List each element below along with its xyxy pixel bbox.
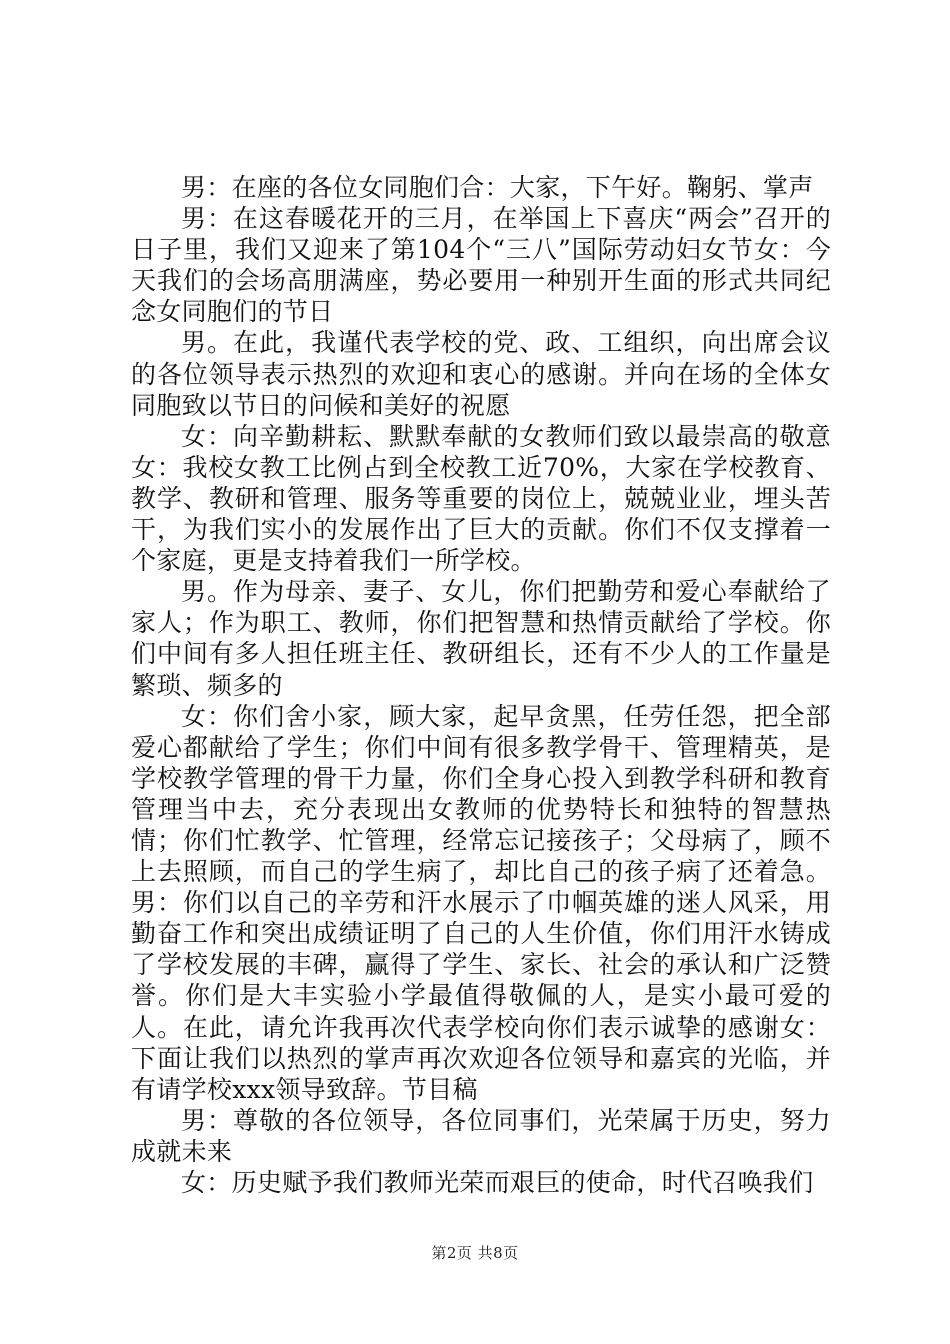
paragraph-1: 男：在座的各位女同胞们合：大家，下午好。鞠躬、掌声 <box>181 173 814 202</box>
paragraph-8: 女：历史赋予我们教师光荣而艰巨的使命，时代召唤我们 <box>181 1168 814 1197</box>
paragraph-4: 女：向辛勤耕耘、默默奉献的女教师们致以最崇高的敬意女：我校女教工比例占到全校教工近70%，大家在学校教育、教学、教研和管理、服务等重要的岗位上，兢兢业业，埋头苦干，为我们实小的发展作出了巨大的贡献。你们不仅支撑着一个家庭，更是支持着我们一所学校。 <box>131 421 831 576</box>
paragraph-3: 男。在此，我谨代表学校的党、政、工组织，向出席会议的各位领导表示热烈的欢迎和衷心的感谢。并向在场的全体女同胞致以节日的问候和美好的祝愿 <box>131 328 831 420</box>
paragraph-2: 男：在这春暖花开的三月，在举国上下喜庆“两会”召开的日子里，我们又迎来了第104个“三八”国际劳动妇女节女：今天我们的会场高朋满座，势必要用一种别开生面的形式共同纪念女同胞们的节日 <box>131 204 831 327</box>
paragraph-7: 男：尊敬的各位领导，各位同事们，光荣属于历史，努力成就未来 <box>131 1105 831 1166</box>
paragraph-5: 男。作为母亲、妻子、女儿，你们把勤劳和爱心奉献给了家人；作为职工、教师，你们把智慧和热情贡献给了学校。你们中间有多人担任班主任、教研组长，还有不少人的工作量是繁琐、频多的 <box>131 577 831 700</box>
document-body <box>131 172 831 1198</box>
page-footer: 第2页 共8页 <box>431 1244 519 1262</box>
paragraph-6: 女：你们舍小家，顾大家，起早贪黑，任劳任怨，把全部爱心都献给了学生；你们中间有很多教学骨干、管理精英，是学校教学管理的骨干力量，你们全身心投入到教学科研和教育管理当中去，充分表现出女教师的优势特长和独特的智慧热情；你们忙教学、忙管理，经常忘记接孩子；父母病了，顾不上去照顾，而自己的学生病了，却比自己的孩子病了还着急。男：你们以自己的辛劳和汗水展示了巾帼英雄的迷人风采，用勤奋工作和突出成绩证明了自己的人生价值，你们用汗水铸成了学校发展的丰碑，赢得了学生、家长、社会的承认和广泛赞誉。你们是大丰实验小学最值得敬佩的人，是实小最可爱的人。在此，请允许我再次代表学校向你们表示诚挚的感谢女：下面让我们以热烈的掌声再次欢迎各位领导和嘉宾的光临，并有请学校xxx领导致辞。节目稿 <box>131 701 831 1104</box>
